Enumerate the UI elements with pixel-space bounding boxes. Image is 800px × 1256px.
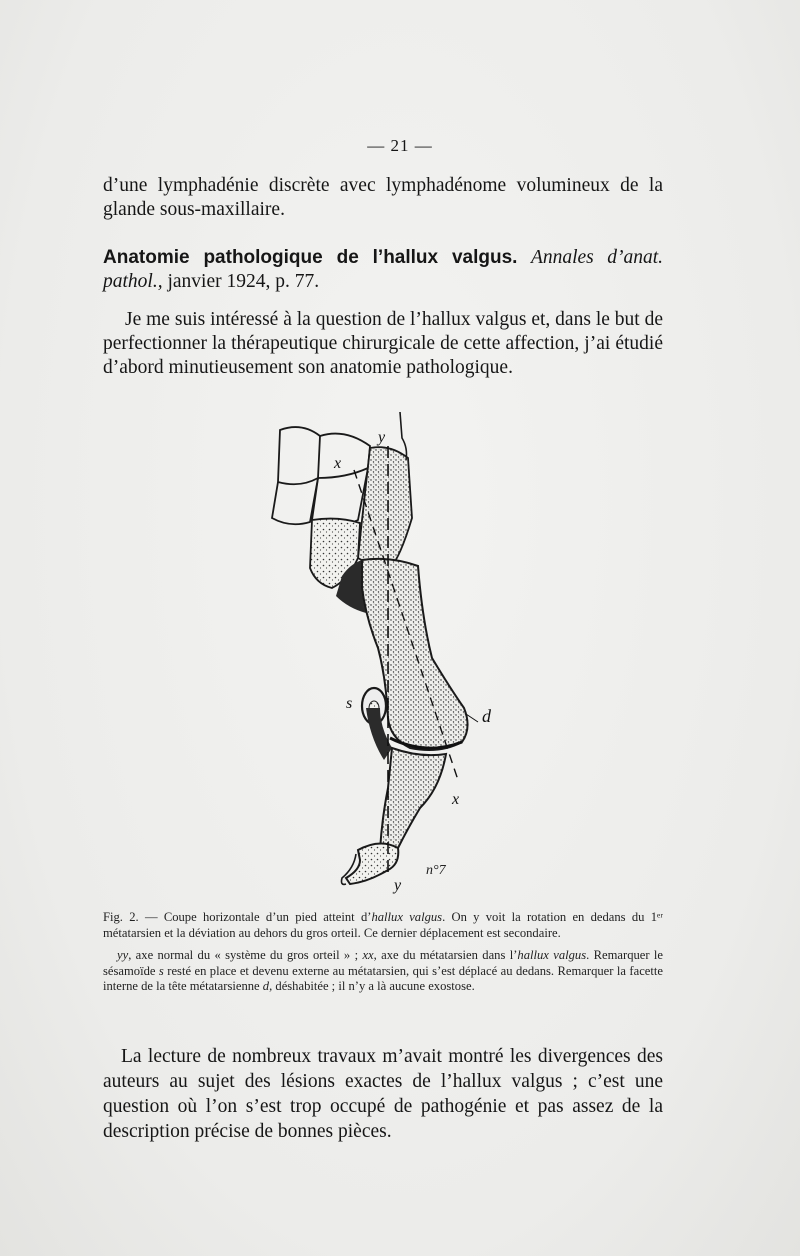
- caption-italic: xx: [362, 948, 374, 962]
- caption-italic: hallux valgus: [371, 910, 443, 924]
- figure-caption: [103, 910, 663, 995]
- label-y-top: y: [378, 429, 386, 446]
- label-x-top: x: [334, 455, 342, 472]
- paragraph-literature: La lecture de nombreux travaux m’avait montré les divergences des auteurs au sujet des lésions exactes de l’hallux valgus ; c’est une question où l’on s’est trop occupé de pathogénie et pas assez de la description précise de bonnes pièces.: [103, 1046, 663, 1142]
- publication-title: Anatomie pathologique de l’hallux valgus.: [103, 247, 518, 268]
- caption-text: , déshabitée ; il n’y a là aucune exostose.: [269, 979, 475, 993]
- publication-entry: [103, 246, 663, 294]
- caption-text: , axe du métatarsien dans l’: [373, 948, 518, 962]
- phalanx-distal: [380, 748, 446, 850]
- label-y-bottom: y: [394, 877, 402, 894]
- caption-text: . Remarquer le sésamoïde: [103, 948, 664, 978]
- page-number: — 21 —: [367, 136, 433, 155]
- artist-signature: n°7: [426, 863, 446, 878]
- publication-date: janvier 1924, p. 77.: [167, 271, 320, 292]
- caption-legend: [103, 948, 663, 995]
- caption-main: [103, 910, 663, 941]
- paragraph-study: Je me suis intéressé à la question de l’hallux valgus et, dans le but de perfectionner la thérapeutique chirurgicale de cette affection, j’ai étudié d’abord minutieusement son anatomie pathologique.: [103, 309, 663, 378]
- caption-italic: hallux valgus: [517, 948, 587, 962]
- label-d: d: [482, 706, 491, 726]
- caption-text: . On y voit la rotation en dedans du 1ᵉʳ métatarsien et la déviation au dehors du gros orteil. Ce dernier déplacement est secondaire.: [103, 910, 663, 940]
- caption-italic: d: [262, 979, 270, 993]
- caption-text: Fig. 2. — Coupe horizontale d’un pied atteint d’: [103, 910, 372, 924]
- phalanx-proximal: [358, 447, 412, 568]
- caption-italic: yy: [117, 948, 129, 962]
- hallux-valgus-drawing: [250, 408, 530, 898]
- caption-text: resté en place et devenu externe au métatarsien, qui s’est déplacé au dedans. Remarquer la facette interne de la tête métatarsienne: [103, 963, 663, 993]
- caption-text: , axe normal du « système du gros orteil » ;: [128, 948, 363, 962]
- foot-section-figure: [250, 408, 530, 898]
- paragraph-intro: d’une lymphadénie discrète avec lymphadénome volumineux de la glande sous-maxillaire.: [103, 175, 663, 220]
- label-x-bottom: x: [452, 791, 460, 808]
- caption-italic: s: [158, 963, 164, 978]
- label-s: s: [346, 695, 353, 712]
- publication-journal: Annales d’anat. pathol.,: [103, 247, 664, 292]
